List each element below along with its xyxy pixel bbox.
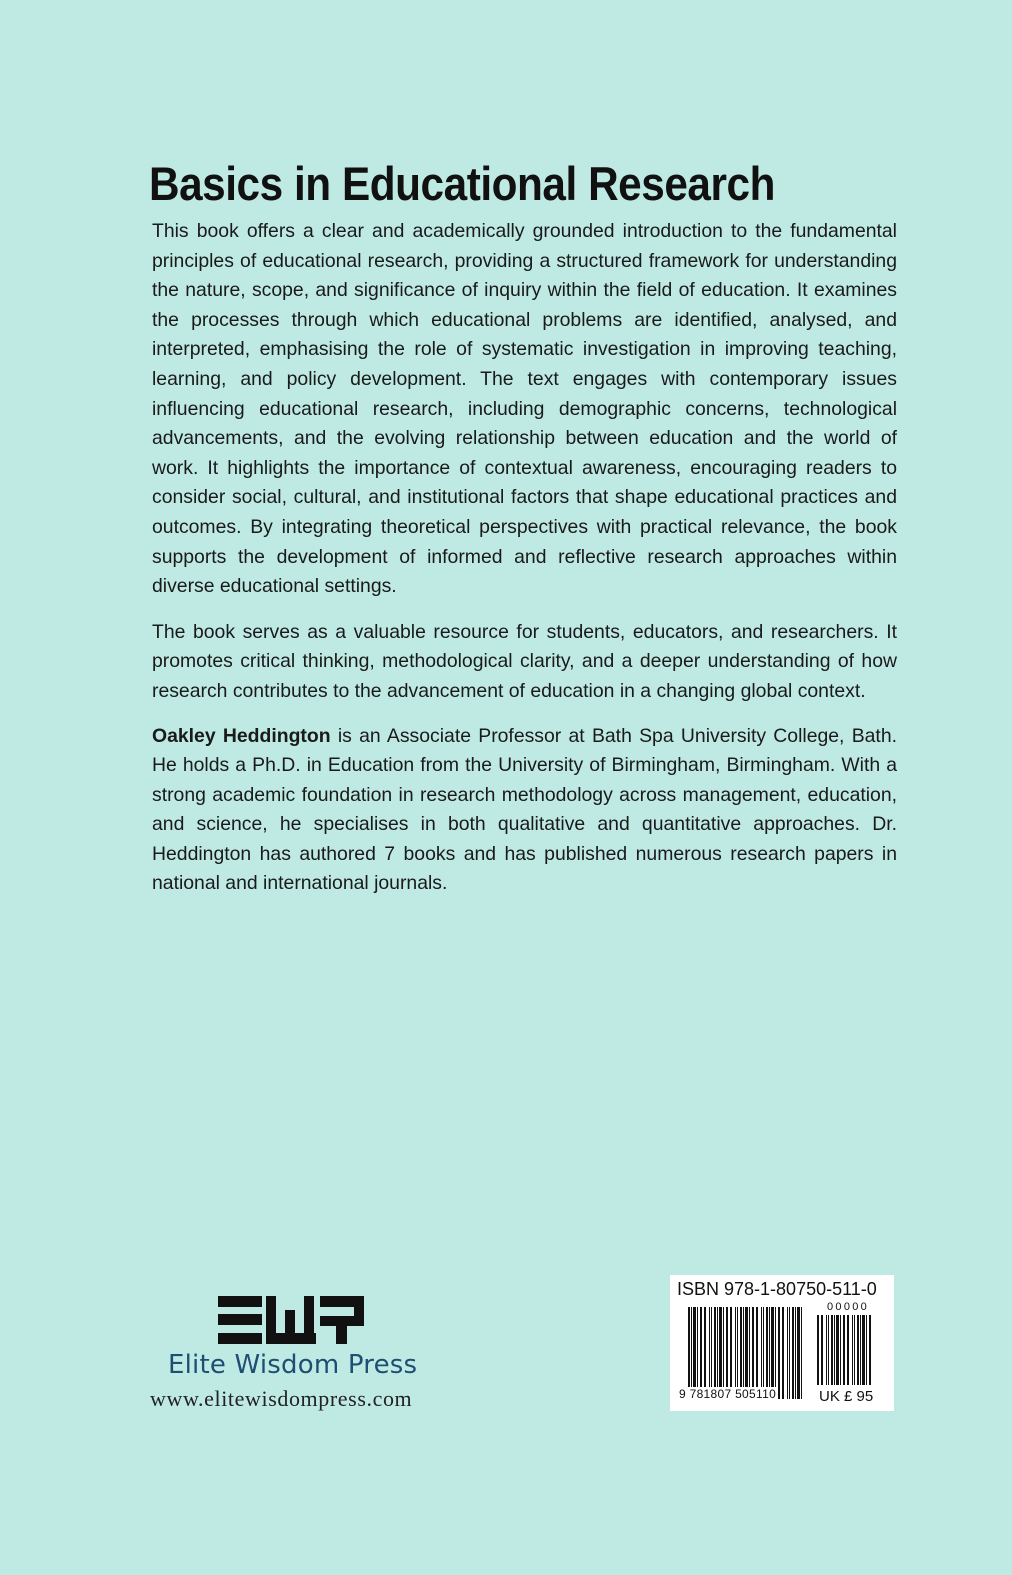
price: UK £ 95 (819, 1388, 874, 1405)
blurb-paragraph-1: This book offers a clear and academically grounded introduction to the fundamental principles of educational research, providing a structured framework for understanding the nature, scope, and significance of inquiry within the field of education. It examines the processes through which educational problems are identified, analysed, and interpreted, emphasising the role of systematic investigation in improving teaching, learning, and policy development. The text engages with contemporary issues influencing educational research, including demographic concerns, technological advancements, and the evolving relationship between education and the world of work. It highlights the importance of contextual awareness, encouraging readers to consider social, cultural, and institutional factors that shape educational practices and outcomes. By integrating theoretical perspectives with practical relevance, the book supports the development of informed and reflective research approaches within diverse educational settings. (152, 220, 897, 598)
publisher-url[interactable]: www.elitewisdompress.com (150, 1386, 413, 1411)
isbn-number: ISBN 978-1-80750-511-0 (677, 1279, 877, 1299)
author-bio-text: is an Associate Professor at Bath Spa University College, Bath. He holds a Ph.D. in Education from the University of Birmingham, Birmingham. With a strong academic foundation in research methodology across management, education, and science, he specialises in both qualitative and quantitative approaches. Dr. Heddington has authored 7 books and has published numerous research papers in national and international journals. (152, 724, 897, 895)
isbn-barcode (670, 1275, 894, 1411)
back-cover-blurb (152, 217, 897, 914)
publisher-logo (150, 1290, 440, 1420)
author-name: Oakley Heddington (152, 724, 331, 747)
blurb-paragraph-2: The book serves as a valuable resource for students, educators, and researchers. It promotes critical thinking, methodological clarity, and a deeper understanding of how research contributes to the advancement of education in a changing global context. (152, 620, 897, 702)
barcode-digits: 9 781807 505110 (679, 1387, 777, 1401)
publisher-name: Elite Wisdom Press (168, 1350, 418, 1380)
ewp-logo-mark (218, 1294, 368, 1346)
book-title: Basics in Educational Research (149, 157, 775, 210)
author-bio (152, 722, 897, 900)
price-code: 00000 (827, 1301, 870, 1313)
